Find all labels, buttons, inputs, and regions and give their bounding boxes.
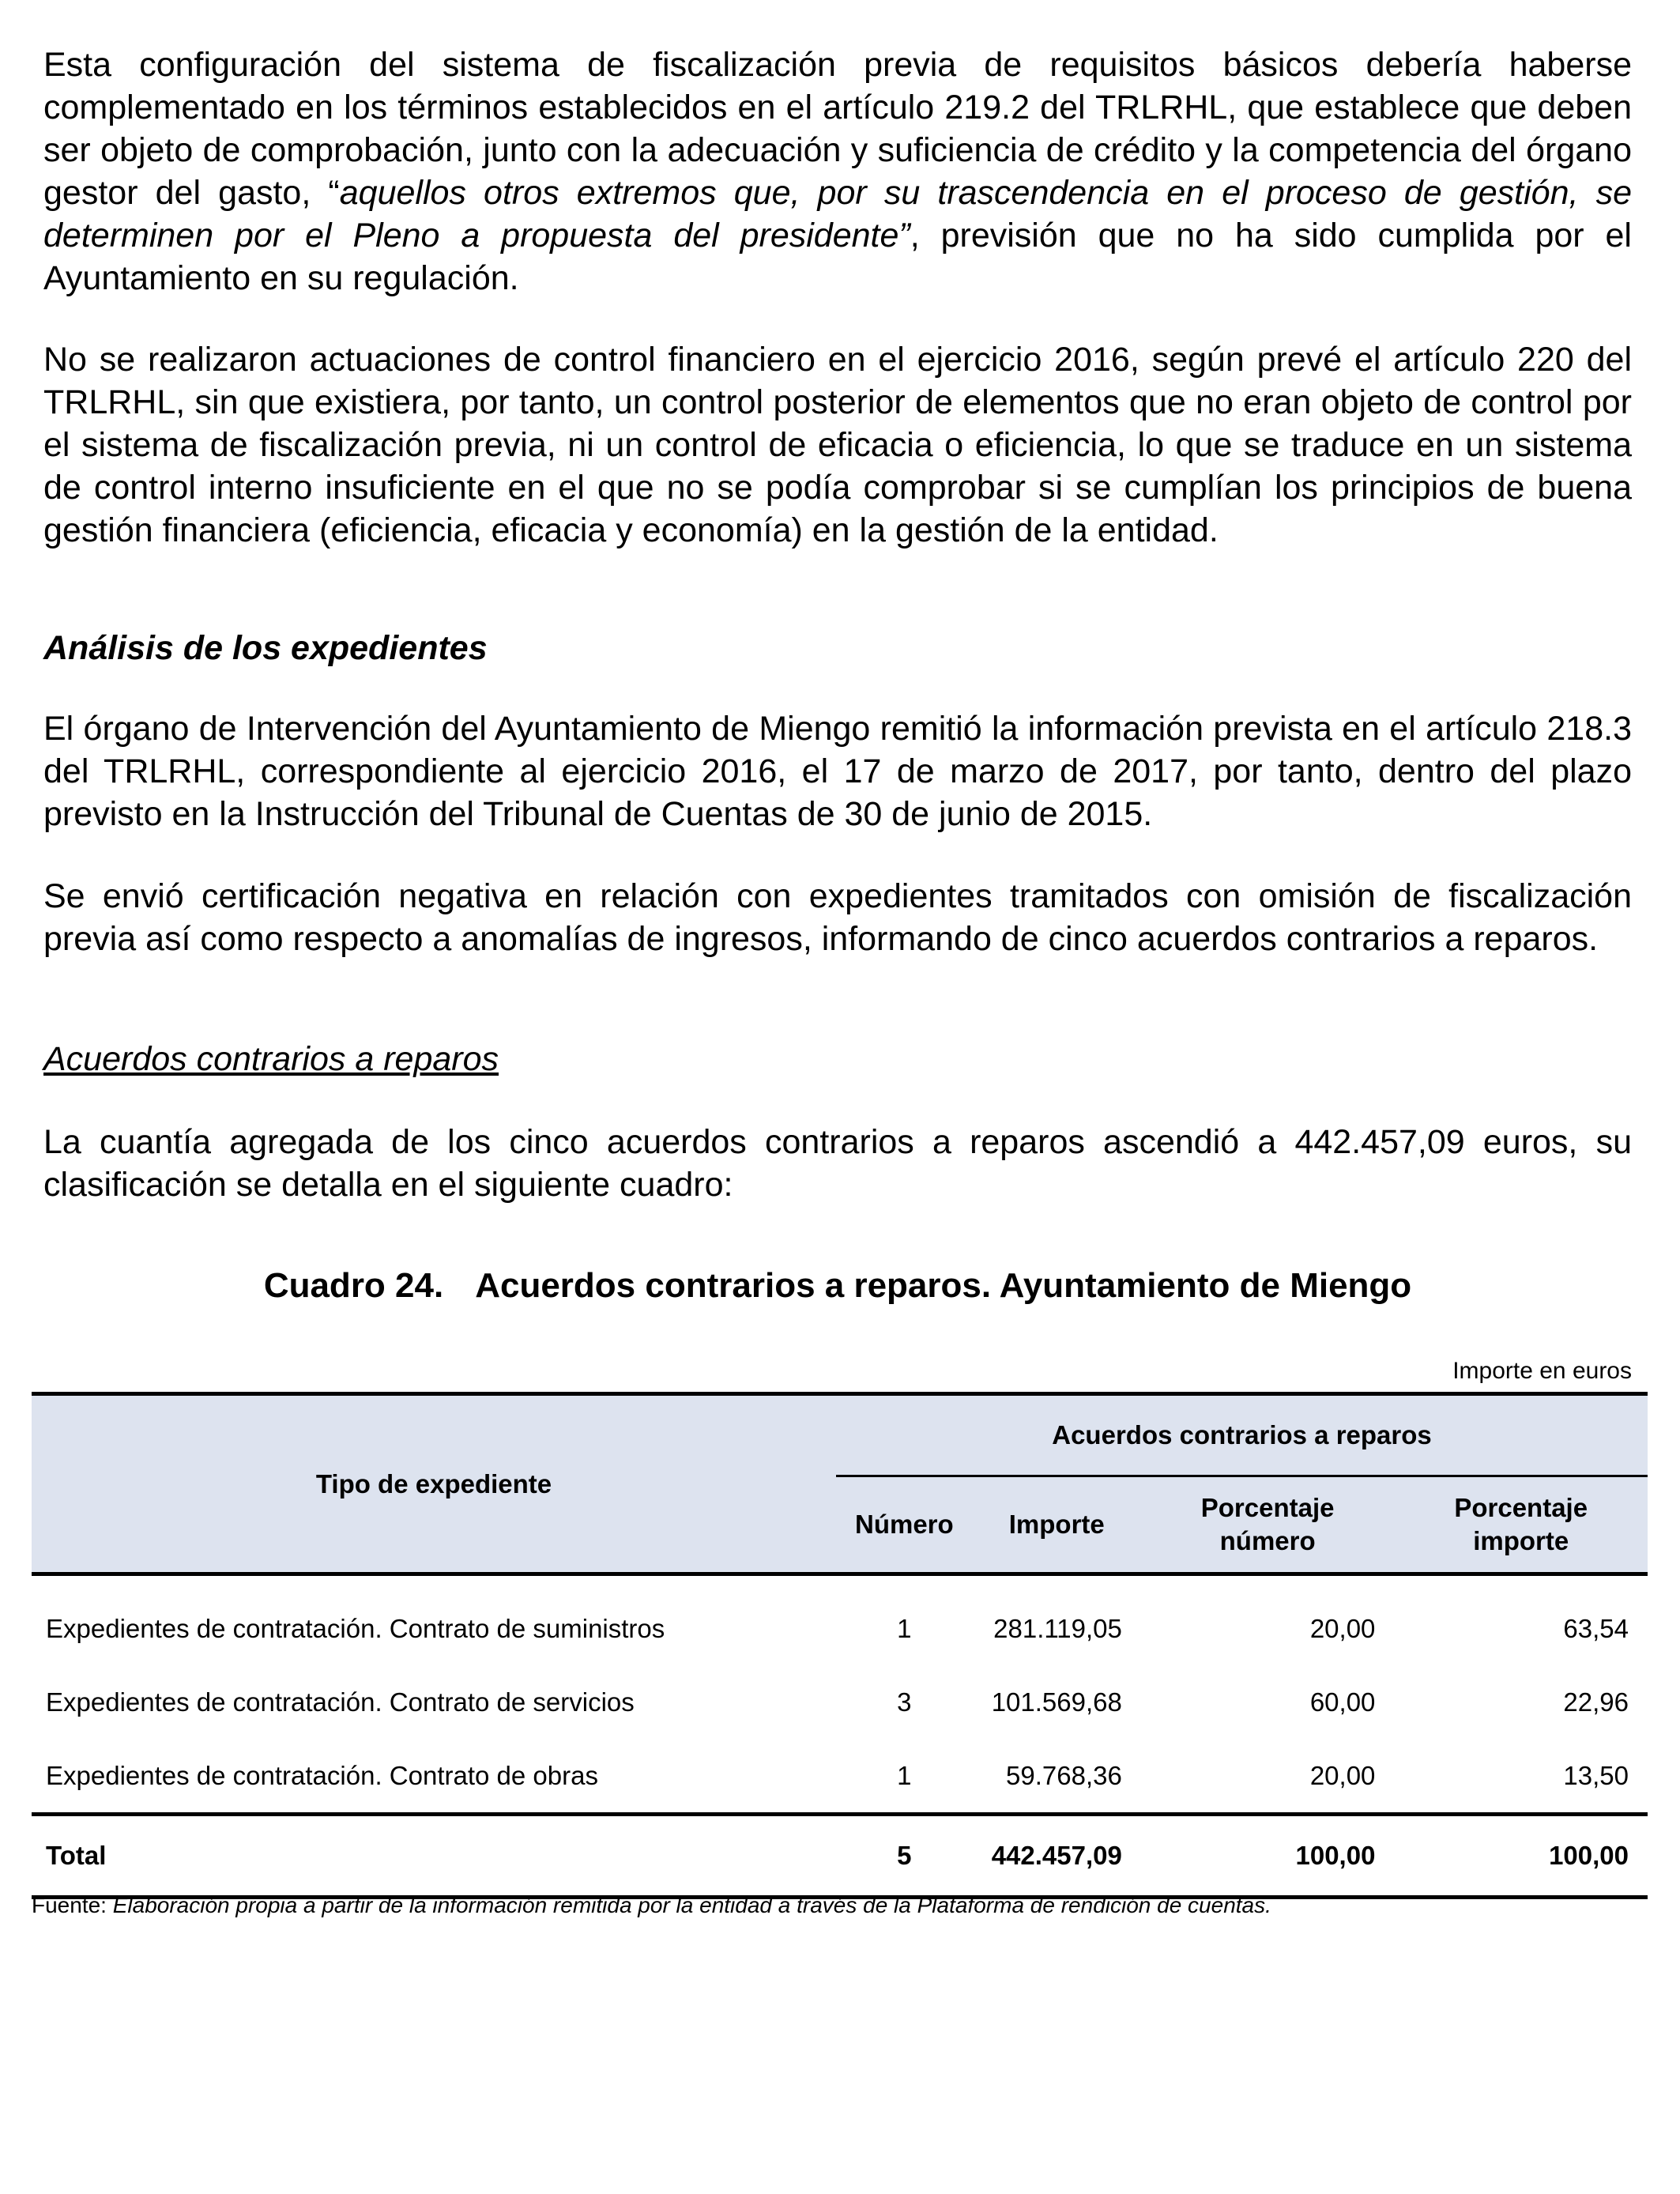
header-tipo-expediente: Tipo de expediente bbox=[32, 1394, 836, 1574]
total-pct-numero: 100,00 bbox=[1295, 1841, 1376, 1870]
acuerdos-table bbox=[32, 1392, 1648, 1899]
paragraph-control-financiero: No se realizaron actuaciones de control financiero en el ejercicio 2016, según prevé el artículo 220 del TRLRHL, sin que existiera, por tanto, un control posterior de elementos que no eran objeto de control por el sistema de fiscalización previa, ni un control de eficacia o eficiencia, lo que se traduce en un sistema de control interno insuficiente en el que no se podía comprobar si se cumplían los principios de buena gestión financiera (eficiencia, eficacia y economía) en la gestión de la entidad. bbox=[43, 341, 1632, 549]
table-row bbox=[32, 1665, 1648, 1739]
cell-importe: 59.768,36 bbox=[1006, 1760, 1122, 1790]
cell-pct-importe: 22,96 bbox=[1563, 1687, 1629, 1717]
cell-importe: 281.119,05 bbox=[993, 1613, 1122, 1643]
cell-tipo: Expedientes de contratación. Contrato de obras bbox=[46, 1760, 598, 1790]
header-porcentaje-importe: Porcentaje importe bbox=[1394, 1476, 1648, 1574]
total-numero: 5 bbox=[897, 1841, 912, 1870]
heading-acuerdos-contrarios: Acuerdos contrarios a reparos bbox=[43, 1040, 499, 1078]
paragraph-fiscalizacion-config bbox=[43, 43, 1632, 300]
total-pct-importe: 100,00 bbox=[1549, 1841, 1629, 1870]
table-container bbox=[32, 1392, 1648, 1899]
total-importe: 442.457,09 bbox=[991, 1841, 1122, 1870]
paragraph-cuantia-agregada: La cuantía agregada de los cinco acuerdos contrarios a reparos ascendió a 442.457,09 euros, su clasificación se detalla en el siguiente cuadro: bbox=[43, 1123, 1632, 1204]
cell-pct-numero: 20,00 bbox=[1309, 1760, 1376, 1790]
header-importe: Importe bbox=[973, 1476, 1141, 1574]
paragraph-organo-intervencion: El órgano de Intervención del Ayuntamiento de Miengo remitió la información prevista en el artículo 218.3 del TRLRHL, correspondiente al ejercicio 2016, el 17 de marzo de 2017, por tanto, dentro del plazo previsto en la Instrucción del Tribunal de Cuentas de 30 de junio de 2015. bbox=[43, 710, 1632, 833]
cell-pct-importe: 13,50 bbox=[1563, 1760, 1629, 1790]
table-row bbox=[32, 1739, 1648, 1815]
header-numero: Número bbox=[836, 1476, 973, 1574]
caption-number: Cuadro 24. bbox=[263, 1266, 444, 1305]
table-caption bbox=[43, 1265, 1632, 1307]
cell-numero: 1 bbox=[897, 1613, 912, 1643]
cell-pct-importe: 63,54 bbox=[1563, 1613, 1629, 1643]
cell-tipo: Expedientes de contratación. Contrato de servicios bbox=[46, 1687, 635, 1717]
total-row bbox=[32, 1815, 1648, 1898]
header-acuerdos-group: Acuerdos contrarios a reparos bbox=[836, 1394, 1648, 1476]
cell-numero: 1 bbox=[897, 1760, 912, 1790]
table-row bbox=[32, 1574, 1648, 1666]
heading-analisis-expedientes: Análisis de los expedientes bbox=[43, 629, 488, 667]
table-source-note bbox=[32, 1891, 1271, 1920]
paragraph1-text-b: , previsión que no ha sido cumplida por el Ayuntamiento en su regulación. bbox=[43, 217, 1632, 297]
unit-note: Importe en euros bbox=[1452, 1358, 1632, 1384]
paragraph1-quote: aquellos otros extremos que, por su trascendencia en el proceso de gestión, se determinen por el Pleno a propuesta del presidente” bbox=[43, 174, 1632, 254]
cell-tipo: Expedientes de contratación. Contrato de suministros bbox=[46, 1613, 665, 1643]
caption-title: Acuerdos contrarios a reparos. Ayuntamiento de Miengo bbox=[475, 1266, 1412, 1305]
source-label: Fuente: bbox=[32, 1893, 113, 1917]
source-text: Elaboración propia a partir de la información remitida por la entidad a través de la Plataforma de rendición de cuentas. bbox=[112, 1893, 1271, 1917]
paragraph1-text-a: Esta configuración del sistema de fiscalización previa de requisitos básicos debería haberse complementado en los términos establecidos en el artículo 219.2 del TRLRHL, que establece que deben ser objeto de comprobación, junto con la adecuación y suficiencia de crédito y la competencia del órgano gestor del gasto, “ bbox=[43, 46, 1632, 212]
header-porcentaje-numero: Porcentaje número bbox=[1141, 1476, 1395, 1574]
cell-importe: 101.569,68 bbox=[991, 1687, 1122, 1717]
paragraph-certificacion-negativa: Se envió certificación negativa en relación con expedientes tramitados con omisión de fiscalización previa así como respecto a anomalías de ingresos, informando de cinco acuerdos contrarios a reparos. bbox=[43, 877, 1632, 958]
cell-numero: 3 bbox=[897, 1687, 912, 1717]
cell-pct-numero: 60,00 bbox=[1309, 1687, 1376, 1717]
total-label: Total bbox=[46, 1841, 107, 1870]
cell-pct-numero: 20,00 bbox=[1309, 1613, 1376, 1643]
